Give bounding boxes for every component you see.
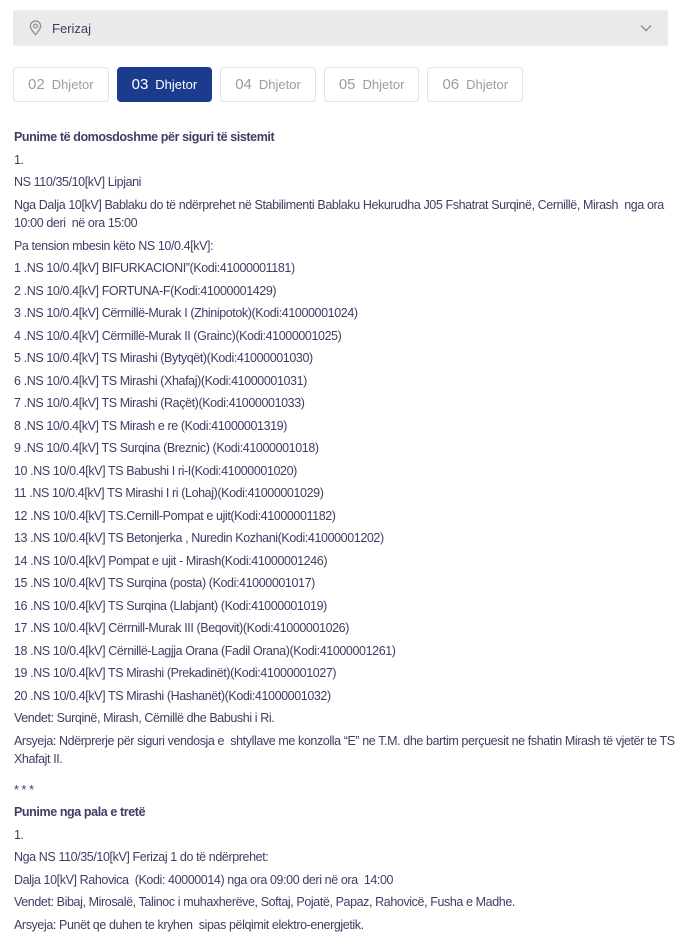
outage-content [14, 128, 676, 934]
tab-month: Dhjetor [466, 77, 509, 92]
content-line: Nga NS 110/35/10[kV] Ferizaj 1 do të ndërprehet: [14, 850, 269, 864]
content-line: 4 .NS 10/0.4[kV] Cërrnillë-Murak II (Grainc)(Kodi:41000001025) [14, 328, 342, 343]
content-line: 19 .NS 10/0.4[kV] TS Mirashi (Prekadinët)(Kodi:41000001027) [14, 666, 337, 680]
content-line: 1 .NS 10/0.4[kV] BIFURKACIONI”(Kodi:41000001181) [14, 261, 295, 275]
content-line: Pa tension mbesin këto NS 10/0.4[kV]: [14, 238, 214, 253]
content-line: 7 .NS 10/0.4[kV] TS Mirashi (Raçët)(Kodi:41000001033) [14, 396, 305, 410]
content-line: 18 .NS 10/0.4[kV] Cërnillë-Lagjja Orana (Fadil Orana)(Kodi:41000001261) [14, 643, 396, 658]
tab-day: 04 [235, 76, 252, 93]
content-line: 16 .NS 10/0.4[kV] TS Surqina (Llabjant) (Kodi:41000001019) [14, 598, 327, 613]
content-line: Vendet: Bibaj, Mirosalë, Talinoc i muhaxherëve, Softaj, Pojatë, Papaz, Rahovicë, Fusha e Madhe. [14, 895, 515, 909]
section-heading: Punime të domosdoshme për siguri të sistemit [14, 130, 275, 144]
content-line: Nga Dalja 10[kV] Bablaku do të ndërprehet në Stabilimenti Bablaku Hekurudha J05 Fshatrat Surqinë, Cernillë, Mirash nga ora 10:00 deri në ora 15:00 [14, 197, 667, 230]
content-line: 14 .NS 10/0.4[kV] Pompat e ujit - Mirash(Kodi:41000001246) [14, 553, 328, 568]
tab-05-dhjetor[interactable] [324, 67, 420, 102]
tab-day: 03 [131, 76, 149, 93]
section-heading: Punime nga pala e tretë [14, 805, 146, 819]
content-line: 11 .NS 10/0.4[kV] TS Mirashi I ri (Lohaj)(Kodi:41000001029) [14, 486, 324, 500]
tab-month: Dhjetor [155, 77, 198, 92]
content-line: Arsyeja: Ndërprerje për siguri vendosja e shtyllave me konzolla “E” ne T.M. dhe bartim perçuesit ne fshatin Mirash të vjetër te TS Xhafajt II. [14, 733, 678, 766]
content-line: 17 .NS 10/0.4[kV] Cërrnill-Murak III (Beqovit)(Kodi:41000001026) [14, 621, 349, 635]
tab-day: 05 [338, 76, 356, 93]
content-line: 3 .NS 10/0.4[kV] Cërrnillë-Murak I (Zhinipotok)(Kodi:41000001024) [14, 306, 358, 320]
location-selector[interactable] [13, 10, 668, 46]
content-line: 1. [14, 827, 24, 842]
tab-day: 02 [28, 76, 45, 93]
content-line: * * * [14, 782, 34, 797]
tab-06-dhjetor[interactable] [427, 67, 523, 102]
content-line: 10 .NS 10/0.4[kV] TS Babushi I ri-I(Kodi:41000001020) [14, 463, 297, 478]
date-tabs [13, 67, 668, 102]
tab-03-dhjetor[interactable] [117, 67, 213, 102]
content-line: 15 .NS 10/0.4[kV] TS Surqina (posta) (Kodi:41000001017) [14, 576, 315, 590]
content-line: Dalja 10[kV] Rahovica (Kodi: 40000014) nga ora 09:00 deri në ora 14:00 [14, 872, 394, 887]
location-pin-icon [29, 20, 42, 36]
tab-04-dhjetor[interactable] [220, 67, 316, 102]
tab-month: Dhjetor [258, 77, 301, 92]
tab-day: 06 [442, 76, 460, 93]
tab-02-dhjetor[interactable] [13, 67, 109, 102]
chevron-down-icon [640, 24, 652, 32]
content-line: NS 110/35/10[kV] Lipjani [14, 175, 142, 189]
content-line: 2 .NS 10/0.4[kV] FORTUNA-F(Kodi:41000001429) [14, 283, 277, 298]
content-line: Arsyeja: Punët qe duhen te kryhen sipas pëlqimit elektro-energjetik. [14, 917, 364, 932]
tab-month: Dhjetor [51, 77, 94, 92]
content-line: 5 .NS 10/0.4[kV] TS Mirashi (Bytyqët)(Kodi:41000001030) [14, 351, 313, 365]
content-line: 12 .NS 10/0.4[kV] TS.Cernill-Pompat e ujit(Kodi:41000001182) [14, 508, 336, 523]
content-line: 13 .NS 10/0.4[kV] TS Betonjerka , Nuredin Kozhani(Kodi:41000001202) [14, 531, 384, 545]
content-line: 9 .NS 10/0.4[kV] TS Surqina (Breznic) (Kodi:41000001018) [14, 441, 319, 455]
content-line: 20 .NS 10/0.4[kV] TS Mirashi (Hashanët)(Kodi:41000001032) [14, 688, 331, 703]
tab-month: Dhjetor [362, 77, 405, 92]
content-line: 8 .NS 10/0.4[kV] TS Mirash e re (Kodi:41000001319) [14, 418, 287, 433]
selected-location-label: Ferizaj [52, 20, 92, 36]
content-line: 6 .NS 10/0.4[kV] TS Mirashi (Xhafaj)(Kodi:41000001031) [14, 373, 307, 388]
content-line: 1. [14, 152, 24, 167]
content-line: Vendet: Surqinë, Mirash, Cërnillë dhe Babushi i Ri. [14, 711, 275, 725]
